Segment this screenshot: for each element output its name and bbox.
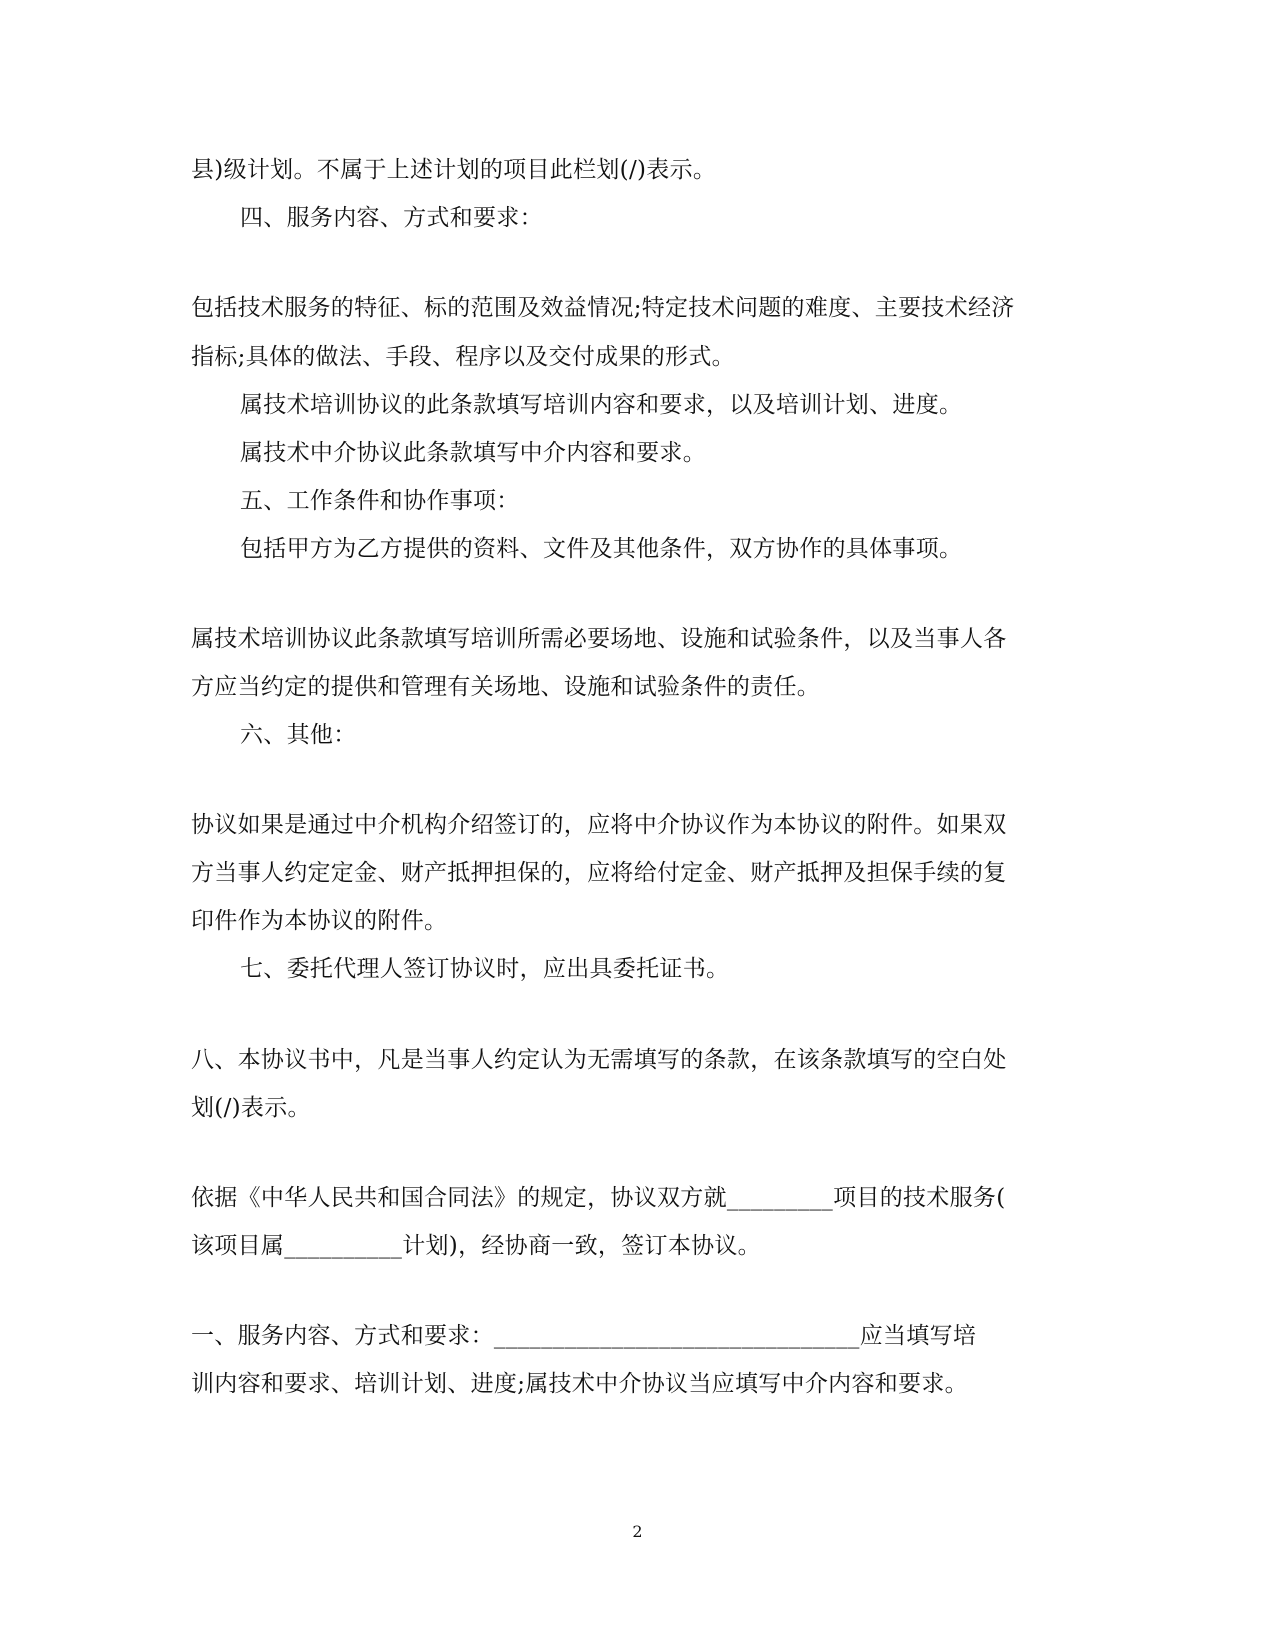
- text-line: 属技术培训协议的此条款填写培训内容和要求，以及培训计划、进度。: [240, 392, 963, 418]
- section-heading: 四、服务内容、方式和要求：: [240, 205, 543, 231]
- text-line: 属技术中介协议此条款填写中介内容和要求。: [240, 440, 706, 466]
- text-line: 方当事人约定定金、财产抵押担保的，应将给付定金、财产抵押及担保手续的复: [191, 860, 1007, 886]
- text-line: 划(/)表示。: [191, 1095, 311, 1121]
- text-line: 包括甲方为乙方提供的资料、文件及其他条件，双方协作的具体事项。: [240, 536, 963, 562]
- text-line: 协议如果是通过中介机构介绍签订的，应将中介协议作为本协议的附件。如果双: [191, 812, 1007, 838]
- text-line: 方应当约定的提供和管理有关场地、设施和试验条件的责任。: [191, 674, 821, 700]
- text-line: 属技术培训协议此条款填写培训所需必要场地、设施和试验条件，以及当事人各: [191, 626, 1007, 652]
- section-heading: 八、本协议书中，凡是当事人约定认为无需填写的条款，在该条款填写的空白处: [191, 1047, 1007, 1073]
- text-line: 县)级计划。不属于上述计划的项目此栏划(/)表示。: [191, 157, 717, 183]
- text-line: 训内容和要求、培训计划、进度;属技术中介协议当应填写中介内容和要求。: [191, 1371, 968, 1397]
- page-number: 2: [632, 1522, 643, 1541]
- section-heading: 五、工作条件和协作事项：: [240, 488, 520, 514]
- section-heading: 七、委托代理人签订协议时，应出具委托证书。: [240, 956, 730, 982]
- section-heading: 一、服务内容、方式和要求：_______________________________应当填写培: [191, 1323, 977, 1349]
- text-line: 依据《中华人民共和国合同法》的规定，协议双方就_________项目的技术服务(: [191, 1185, 1006, 1211]
- text-line: 指标;具体的做法、手段、程序以及交付成果的形式。: [191, 344, 735, 370]
- text-line: 印件作为本协议的附件。: [191, 908, 448, 934]
- text-line: 包括技术服务的特征、标的范围及效益情况;特定技术问题的难度、主要技术经济: [191, 295, 1015, 321]
- text-line: 该项目属__________计划)，经协商一致，签订本协议。: [191, 1233, 761, 1259]
- section-heading: 六、其他：: [240, 722, 357, 748]
